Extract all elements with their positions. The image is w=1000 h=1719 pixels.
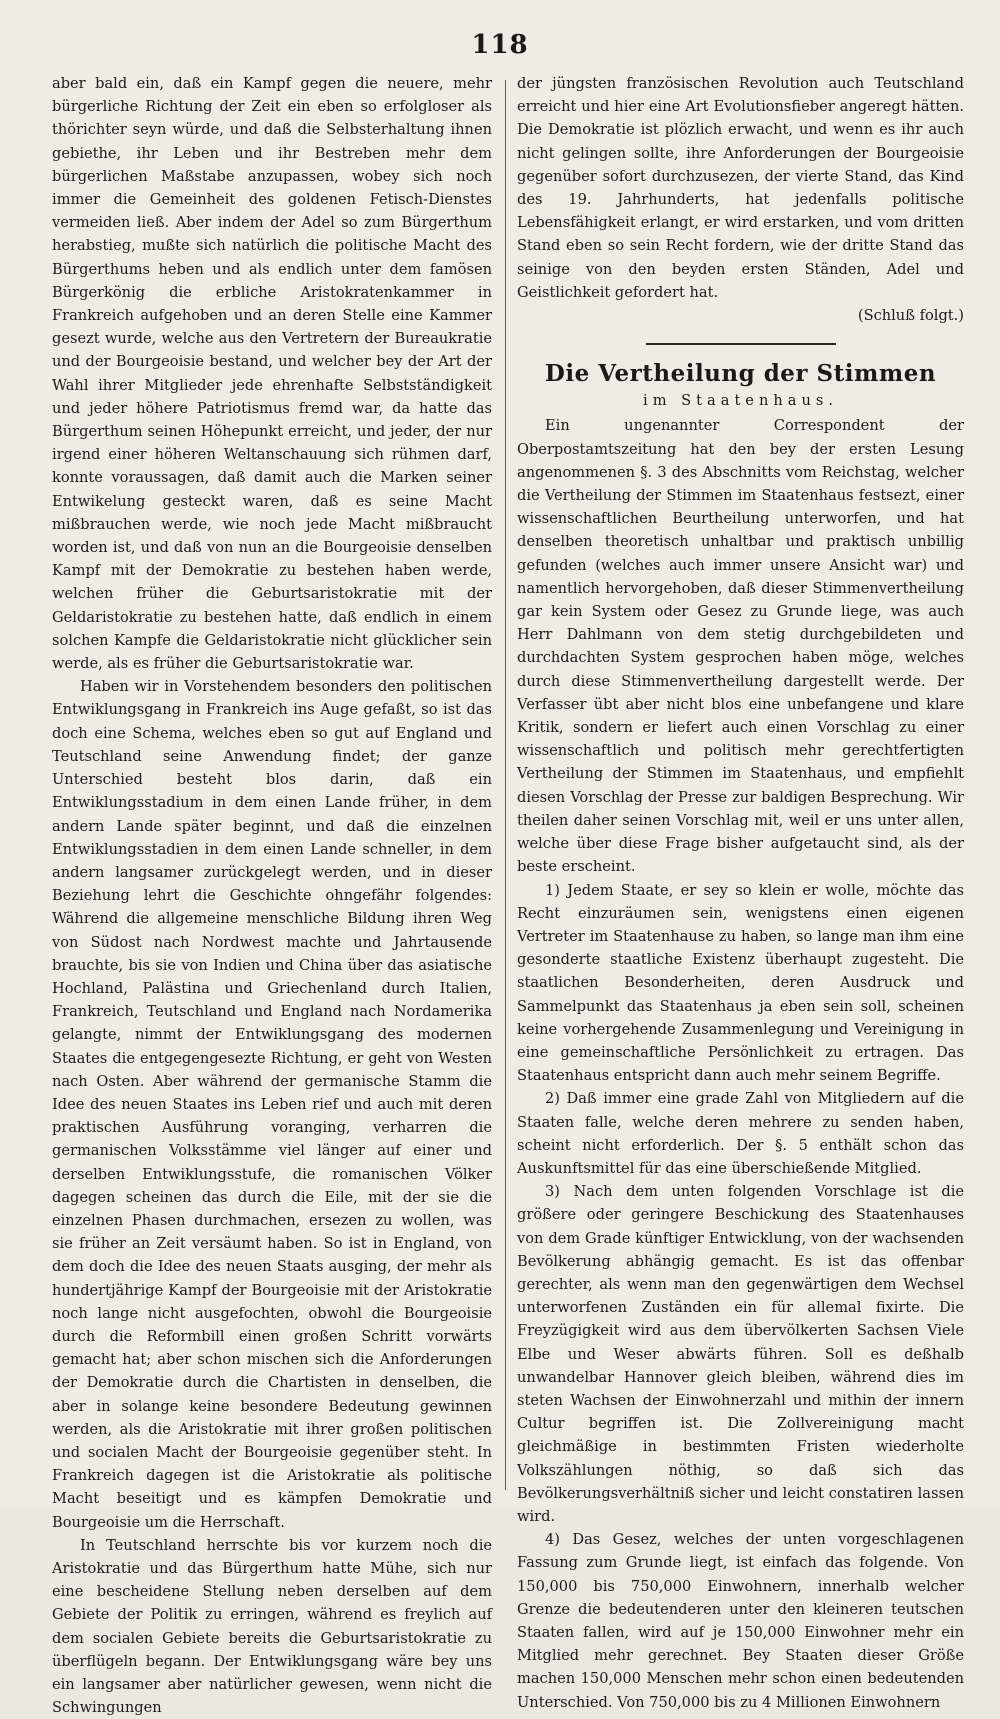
signoff-schluss-folgt: (Schluß folgt.) [857,307,964,325]
section-rule [646,343,836,345]
right-column [517,72,964,1711]
article-title: Die Vertheilung der Stimmen [544,360,937,388]
paragraph-point-4: 4) Das Gesez, welches der unten vorgeschlagenen Fassung zum Grunde liegt, ist einfach das folgende. Von 150,000 bis 750,000 Einwohnern, innerhalb welcher Grenze die bedeutenderen unter den kleineren teutschen Staaten fallen, wird auf je 150,000 Einwohner mehr ein Mitglied mehr gerechnet. Bey Staaten dieser Größe machen 150,000 Menschen mehr schon einen bedeutenden Unterschied. Von 750,000 bis zu 4 Millionen Einwohnern [517,1531,964,1711]
paragraph-adel-buergerthum: aber bald ein, daß ein Kampf gegen die neuere, mehr bürgerliche Richtung der Zeit ein eben so erfolgloser als thörichter seyn würde, und daß die Selbsterhaltung ihnen gebiethe, ihr Leben und ihr Bestreben mehr dem bürgerlichen Maßstabe anzupassen, wobey sich noch immer die Gemeinheit des goldenen Fetisch-Dienstes vermeiden ließ. Aber indem der Adel so zum Bürgerthum herabstieg, mußte sich natürlich die politische Macht des Bürgerthums heben und als endlich unter dem famösen Bürgerkönig die erbliche Aristokratenkammer in Frankreich aufgehoben und an deren Stelle eine Kammer gesezt wurde, welche aus den Vertretern der Bureaukratie und der Bourgeoisie bestand, und welcher bey der Art der Wahl ihrer Mitglieder jede ehrenhafte Selbstständigkeit und jeder höhere Patriotismus fremd war, da hatte das Bürgerthum seinen Höhepunkt erreicht, und jeder, der nur irgend einer höheren Weltanschauung sich rühmen darf, konnte voraussagen, daß damit auch die Marken seiner Entwikelung gesteckt waren, daß es seine Macht mißbrauchen werde, wie noch jede Macht mißbraucht worden ist, und daß von nun an die Bourgeoisie denselben Kampf mit der Demokratie zu bestehen haben werde, welchen früher die Geburtsaristokratie mit der Geldaristokratie zu bestehen hatte, daß endlich in einem solchen Kampfe die Geldaristokratie nicht glücklicher sein werde, als es früher die Geburtsaristokratie war. [52,75,492,673]
column-divider [505,80,506,1490]
paragraph-continuation [517,72,964,327]
paragraph-point-2: 2) Daß immer eine grade Zahl von Mitgliedern auf die Staaten falle, welche deren mehrere zu senden haben, scheint nicht erforderlich. Der §. 5 enthält schon das Auskunftsmittel für das eine überschießende Mitglied. [517,1090,964,1177]
paragraph-point-3: 3) Nach dem unten folgenden Vorschlage ist die größere oder geringere Beschickung des Staatenhauses von dem Grade künftiger Entwicklung, von der wachsenden Bevölkerung abhängig gemacht. Es ist das offenbar gerechter, als wenn man den gegenwärtigen dem Wechsel unterworfenen Zuständen ein für allemal fixirte. Die Freyzügigkeit wird aus dem übervölkerten Sachsen Viele Elbe und Weser abwärts führen. Soll es deßhalb unwandelbar Hannover gleich bleiben, während dies im steten Wachsen der Einwohnerzahl und mithin der innern Cultur begriffen ist. Die Zollvereinigung macht gleichmäßige in bestimmten Fristen wiederholte Volkszählungen nöthig, so daß sich das Bevölkerungsverhältniß sicher und leicht constatiren lassen wird. [517,1183,964,1525]
paragraph-teutschland: In Teutschland herrschte bis vor kurzem noch die Aristokratie und das Bürgerthum hatte Mühe, sich nur eine bescheidene Stellung neben derselben auf dem Gebiete der Politik zu erringen, während es freylich auf dem socialen Gebiete bereits die Geburtsaristokratie zu überflügeln begann. Der Entwiklungsgang wäre bey uns ein langsamer aber natürlicher gewesen, wenn nicht die Schwingungen [52,1536,492,1717]
paragraph-point-1: 1) Jedem Staate, er sey so klein er wolle, möchte das Recht einzuräumen sein, wenigstens einen eigenen Vertreter im Staatenhause zu haben, so lange man ihm eine gesonderte staatliche Existenz überhaupt zugesteht. Die staatlichen Besonderheiten, deren Ausdruck und Sammelpunkt das Staatenhaus ja eben sein soll, scheinen keine vorhergehende Zusammenlegung und Vereinigung in eine gemeinschaftliche Persönlichkeit zu ertragen. Das Staatenhaus entspricht dann auch mehr seinem Begriffe. [517,881,964,1085]
article-subtitle: im Staatenhaus. [643,392,838,410]
paragraph-correspondent: Ein ungenannter Correspondent der Oberpostamtszeitung hat den bey der ersten Lesung angenommenen §. 3 des Abschnitts vom Reichstag, welcher die Vertheilung der Stimmen im Staatenhaus festsezt, einer wissenschaftlichen Beurtheilung unterworfen, und hat denselben theoretisch unhaltbar und praktisch unbillig gefunden (welches auch immer unsere Ansicht war) und namentlich hervorgehoben, daß dieser Stimmenvertheilung gar kein System oder Gesez zu Grunde liege, was auch Herr Dahlmann von dem stetig durchgebildeten und durchdachten System gesprochen haben möge, welches durch diese Stimmenvertheilung dargestellt werde. Der Verfasser übt aber nicht blos eine unbefangene und klare Kritik, sondern er liefert auch einen Vorschlag zu einer wissenschaftlich und politisch mehr gerechtfertigten Vertheilung der Stimmen im Staatenhaus, und empfiehlt diesen Vorschlag der Presse zur baldigen Besprechung. Wir theilen daher seinen Vorschlag mit, weil er uns unter allen, welche über diese Frage bisher aufgetaucht sind, als der beste erscheint. [517,417,964,876]
left-column [52,72,492,1717]
page-number: 118 [471,30,529,60]
paragraph-entwiklungsgang: Haben wir in Vorstehendem besonders den politischen Entwiklungsgang in Frankreich ins Auge gefaßt, so ist das doch eine Schema, welches eben so gut auf England und Teutschland seine Anwendung findet; der ganze Unterschied besteht blos darin, daß ein Entwiklungsstadium in dem einen Lande früher, in dem andern Lande später beginnt, und daß die einzelnen Entwiklungsstadien in dem einen Lande schneller, in dem andern langsamer zurückgelegt werden, und in dieser Beziehung lehrt die Geschichte ohngefähr folgendes: Während die allgemeine menschliche Bildung ihren Weg von Südost nach Nordwest machte und Jahrtausende brauchte, bis sie von Indien und China über das asiatische Hochland, Palästina und Griechenland durch Italien, Frankreich, Teutschland und England nach Nordamerika gelangte, nimmt der Entwiklungsgang des modernen Staates die entgegengesezte Richtung, er geht von Westen nach Osten. Aber während der germanische Stamm die Idee des neuen Staates ins Leben rief und auch mit deren praktischen Ausführung voranging, verharren die germanischen Volksstämme viel länger auf einer und derselben Entwiklungsstufe, die romanischen Völker dagegen scheinen das durch die Eile, mit der sie die einzelnen Phasen durchmachen, ersezen zu wollen, was sie früher an Zeit versäumt haben. So ist in England, von dem doch die Idee des neuen Staats ausging, der mehr als hundertjährige Kampf der Bourgeoisie mit der Aristokratie noch lange nicht ausgefochten, obwohl die Bourgeoisie durch die Reformbill einen großen Schritt vorwärts gemacht hat; aber schon mischen sich die Anforderungen der Demokratie durch die Chartisten in denselben, die aber in solange keine besondere Bedeutung gewinnen werden, als die Aristokratie mit ihrer großen politischen und socialen Macht der Bourgeoisie gegenüber steht. In Frankreich dagegen ist die Aristokratie als politische Macht beseitigt und es kämpfen Demokratie und Bourgeoisie um die Herrschaft. [52,678,492,1531]
continuation-text: der jüngsten französischen Revolution auch Teutschland erreicht und hier eine Art Evolutionsfieber angeregt hätten. Die Demokratie ist plözlich erwacht, und wenn es ihr auch nicht gelingen sollte, ihre Anforderungen der Bourgeoisie gegenüber sofort durchzusezen, der vierte Stand, das Kind des 19. Jahrhunderts, hat jedenfalls politische Lebensfähigkeit erlangt, er wird erstarken, und vom dritten Stand eben so sein Recht fordern, wie der dritte Stand das seinige von den beyden ersten Ständen, Adel und Geistlichkeit gefordert hat. [517,75,964,301]
